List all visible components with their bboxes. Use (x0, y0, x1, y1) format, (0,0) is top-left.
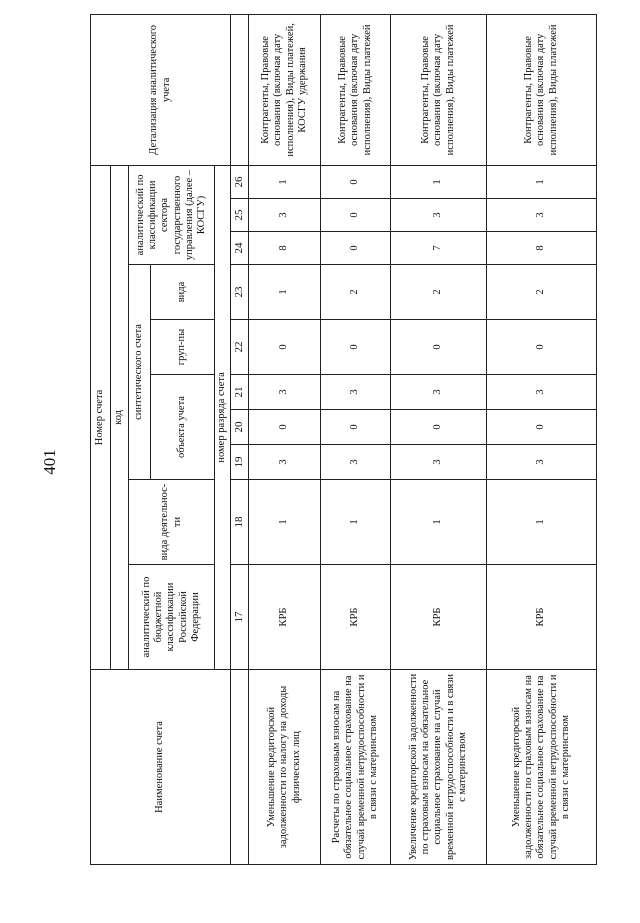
header-analytic-kosgu: аналитический по классификации сектора государственного управления (далее – КОСГУ) (129, 165, 215, 264)
row-account-name: Увеличение кредиторской задолженности по страховым взносам на обязательное социальное страхование на случай временной нетрудоспособности и в связи с материнством (391, 670, 487, 865)
cell: 3 (487, 199, 597, 232)
cell: 2 (391, 265, 487, 320)
cell: 8 (487, 232, 597, 265)
cell: 3 (321, 445, 391, 480)
digit-label-empty (231, 14, 249, 165)
cell: КРБ (249, 565, 321, 670)
cell: 0 (391, 410, 487, 445)
cell: 8 (249, 232, 321, 265)
cell: 0 (391, 320, 487, 375)
header-digit-number: номер разряда счета (215, 165, 231, 669)
digit-label: 24 (231, 232, 249, 265)
digit-labels-row (231, 14, 249, 864)
digit-label: 18 (231, 480, 249, 565)
row-detail: Контрагенты, Правовые основания (включая дату исполнения), Виды платежей (487, 14, 597, 165)
page-number: 401 (40, 449, 59, 475)
cell: 3 (487, 375, 597, 410)
header-analytic-detail: Детализация аналитического учета (91, 14, 231, 165)
cell: КРБ (487, 565, 597, 670)
digit-label: 19 (231, 445, 249, 480)
cell: КРБ (321, 565, 391, 670)
table-row (391, 14, 487, 864)
row-account-name: Расчеты по страховым взносам на обязательное социальное страхование на случай временной нетрудоспособности и в связи с материнством (321, 670, 391, 865)
row-account-name: Уменьшение кредиторской задолженности по налогу на доходы физических лиц (249, 670, 321, 865)
header-code: код (111, 165, 129, 669)
digit-label: 25 (231, 199, 249, 232)
cell: 2 (487, 265, 597, 320)
digit-label-empty (231, 670, 249, 865)
cell: 1 (391, 165, 487, 198)
cell: 1 (391, 480, 487, 565)
header-group: груп-пы (151, 320, 215, 375)
cell: 0 (487, 320, 597, 375)
cell: 0 (321, 165, 391, 198)
cell: 3 (391, 375, 487, 410)
cell: 2 (321, 265, 391, 320)
cell: 1 (487, 480, 597, 565)
header-account-name: Наименование счета (91, 670, 231, 865)
header-kind: вида (151, 265, 215, 320)
table-row (249, 14, 321, 864)
cell: 3 (391, 199, 487, 232)
row-account-name: Уменьшение кредиторской задолженности по страховым взносам на обязательное социальное страхование на случай временной нетрудоспособности и в связи с материнством (487, 670, 597, 865)
cell: 1 (249, 165, 321, 198)
cell: 0 (487, 410, 597, 445)
cell: 3 (249, 375, 321, 410)
header-synthetic: синтетического счета (129, 265, 151, 480)
accounts-table (90, 14, 597, 865)
header-account-object: объекта учета (151, 375, 215, 480)
table-row (321, 14, 391, 864)
cell: 7 (391, 232, 487, 265)
cell: 0 (321, 410, 391, 445)
cell: 1 (249, 265, 321, 320)
cell: 0 (321, 320, 391, 375)
rotated-table-wrapper (90, 20, 596, 865)
row-detail: Контрагенты, Правовые основания (включая дату исполнения), Виды платежей (321, 14, 391, 165)
header-activity-type: вида деятельнос-ти (129, 480, 215, 565)
cell: КРБ (391, 565, 487, 670)
cell: 0 (321, 199, 391, 232)
table-row (487, 14, 597, 864)
digit-label: 26 (231, 165, 249, 198)
cell: 0 (249, 410, 321, 445)
cell: 3 (487, 445, 597, 480)
cell: 1 (321, 480, 391, 565)
digit-label: 23 (231, 265, 249, 320)
cell: 0 (249, 320, 321, 375)
cell: 3 (321, 375, 391, 410)
digit-label: 21 (231, 375, 249, 410)
header-analytic-budget: аналитический по бюджетной классификации Российской Федерации (129, 565, 215, 670)
header-account-number: Номер счета (91, 165, 111, 669)
cell: 1 (487, 165, 597, 198)
cell: 0 (321, 232, 391, 265)
cell: 1 (249, 480, 321, 565)
cell: 3 (391, 445, 487, 480)
cell: 3 (249, 445, 321, 480)
row-detail: Контрагенты, Правовые основания (включая дату исполнения), Виды платежей (391, 14, 487, 165)
cell: 3 (249, 199, 321, 232)
digit-label: 22 (231, 320, 249, 375)
digit-label: 17 (231, 565, 249, 670)
digit-label: 20 (231, 410, 249, 445)
row-detail: Контрагенты, Правовые основания (включая дату исполнения), Виды платежей, КОСГУ удержания (249, 14, 321, 165)
